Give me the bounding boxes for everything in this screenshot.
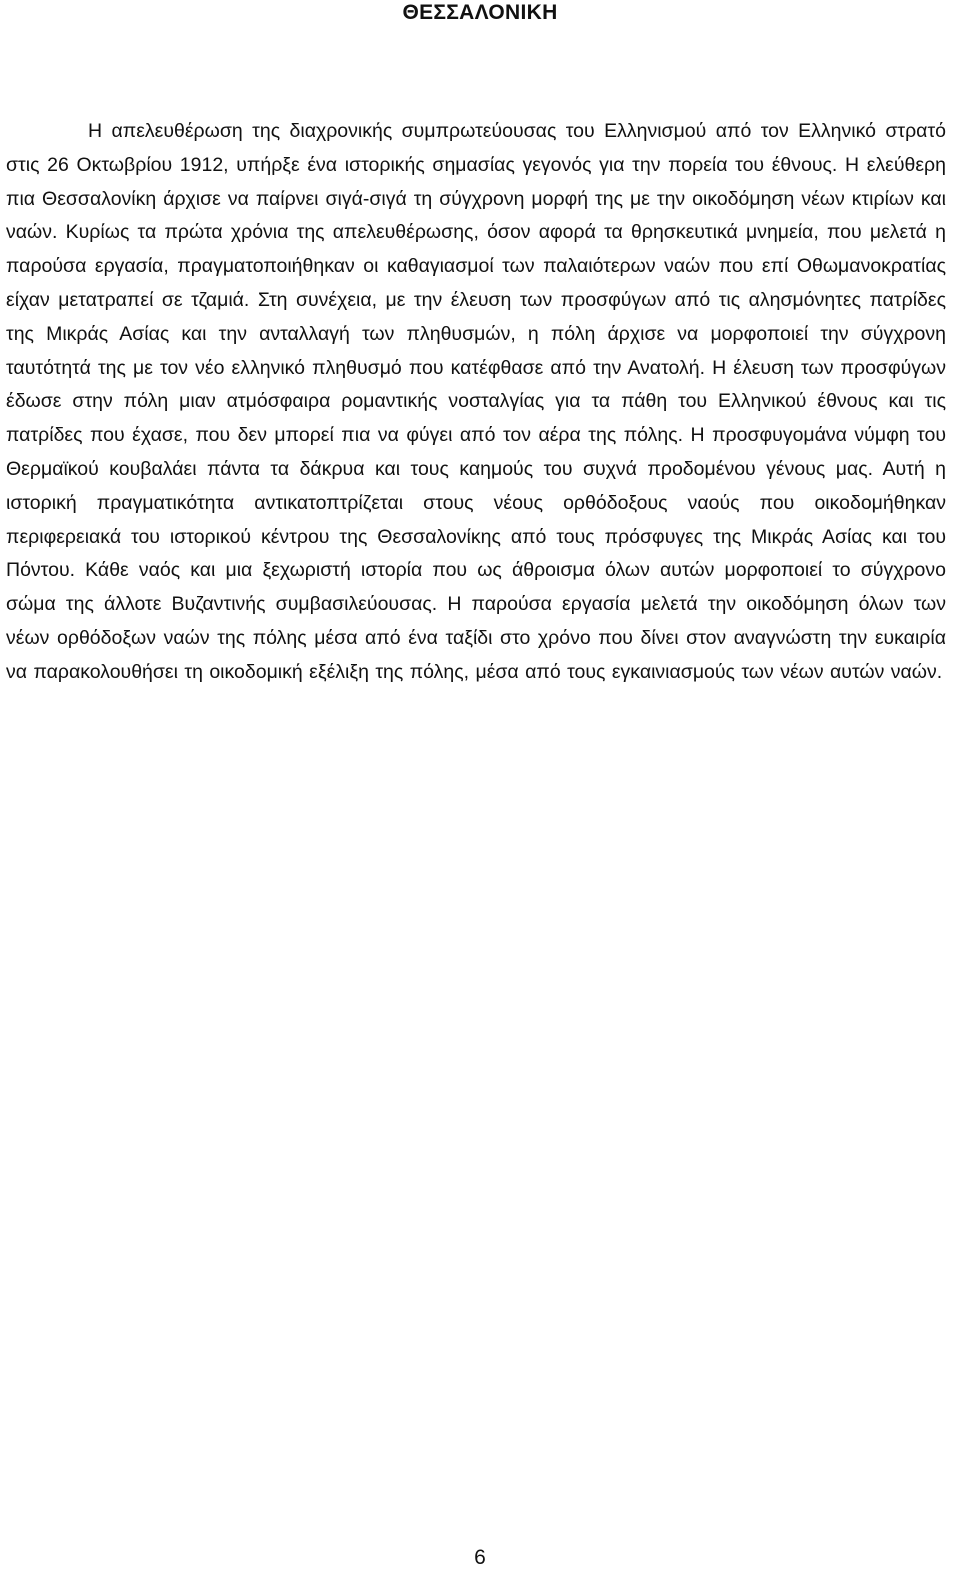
page-title: ΘΕΣΣΑΛΟΝΙΚΗ [402, 1, 558, 24]
body-paragraph: Η απελευθέρωση της διαχρονικής συμπρωτεύουσας του Ελληνισμού από τον Ελληνικό στρατό στις 26 Οκτωβρίου 1912, υπήρξε ένα ιστορικής σημασίας γεγονός για την πορεία του έθνους. Η ελεύθερη πια Θεσσαλονίκη άρχισε να παίρνει σιγά-σιγά τη σύγχρονη μορφή της με την οικοδόμηση νέων κτιρίων και ναών. Κυρίως τα πρώτα χρόνια της απελευθέρωσης, όσον αφορά τα θρησκευτικά μνημεία, που μελετά η παρούσα εργασία, πραγματοποιήθηκαν οι καθαγιασμοί των παλαιότερων ναών που επί Οθωμανοκρατίας είχαν μετατραπεί σε τζαμιά. Στη συνέχεια, με την έλευση των προσφύγων από τις αλησμόνητες πατρίδες της Μικράς Ασίας και την ανταλλαγή των πληθυσμών, η πόλη άρχισε να μορφοποιεί την σύγχρονη ταυτότητά της με τον νέο ελληνικό πληθυσμό που κατέφθασε από την Ανατολή. Η έλευση των προσφύγων έδωσε στην πόλη μιαν ατμόσφαιρα ρομαντικής νοσταλγίας για τα πάθη του Ελληνικού έθνους και τις πατρίδες που έχασε, που δεν μπορεί πια να φύγει από τον αέρα της πόλης. Η προσφυγομάνα νύμφη του Θερμαϊκού κουβαλάει πάντα τα δάκρυα και τους καημούς του συχνά προδομένου γένους μας. Αυτή η ιστορική πραγματικότητα αντικατοπτρίζεται στους νέους ορθόδοξους ναούς που οικοδομήθηκαν περιφερειακά του ιστορικού κέντρου της Θεσσαλονίκης από τους πρόσφυγες της Μικράς Ασίας και του Πόντου. Κάθε ναός και μια ξεχωριστή ιστορία που ως άθροισμα όλων αυτών μορφοποιεί το σύγχρονο σώμα της άλλοτε Βυζαντινής συμβασιλεύουσας. Η παρούσα εργασία μελετά την οικοδόμηση όλων των νέων ορθόδοξων ναών της πόλης μέσα από ένα ταξίδι στο χρόνο που δίνει στον αναγνώστη την ευκαιρία να παρακολουθήσει τη οικοδομική εξέλιξη της πόλης, μέσα από τους εγκαινιασμούς των νέων αυτών ναών. [6, 120, 946, 683]
page-number: 6 [474, 1546, 486, 1569]
